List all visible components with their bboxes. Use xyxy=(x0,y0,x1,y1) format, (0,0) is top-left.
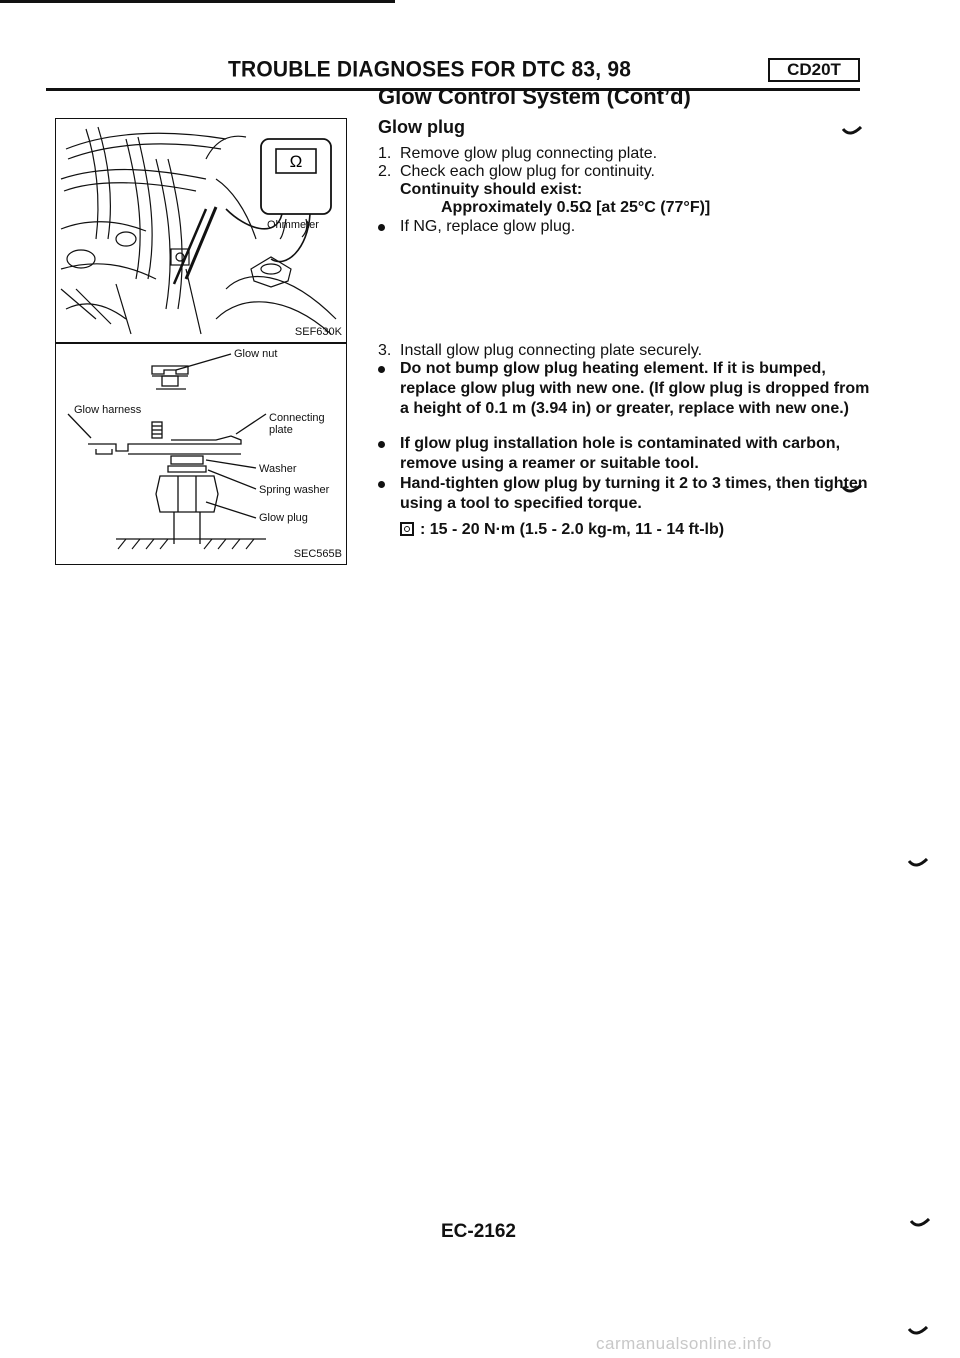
label-glow-nut: Glow nut xyxy=(234,348,278,360)
bullet-dot xyxy=(378,224,385,231)
torque-wrench-icon xyxy=(400,522,414,536)
watermark-text: carmanualsonline.info xyxy=(596,1334,772,1353)
step-text: Check each glow plug for continuity. xyxy=(400,163,655,180)
bullet-contaminated-hole: If glow plug installation hole is contaminated with carbon, remove using a reamer or suitable tool. xyxy=(378,434,872,474)
step-text: Install glow plug connecting plate securely. xyxy=(400,342,703,359)
step-3 xyxy=(378,341,702,361)
subsection-title: Glow plug xyxy=(378,117,465,137)
page-header-title: TROUBLE DIAGNOSES FOR DTC 83, 98 xyxy=(228,57,632,82)
bullet-do-not-bump: Do not bump glow plug heating element. If it is bumped, replace glow plug with new one. (If glow plug is dropped from a height of 0.1 m (3.94 in) or greater, replace with new one.) xyxy=(378,359,872,419)
revision-check-icon xyxy=(842,484,862,496)
page-number: EC-2162 xyxy=(441,1221,516,1242)
step-number: 2. xyxy=(378,163,392,180)
step-2 xyxy=(378,162,655,182)
figure-code: SEC565B xyxy=(293,548,342,560)
label-glow-harness: Glow harness xyxy=(74,404,142,416)
figure-glow-plug-assembly xyxy=(55,343,347,565)
glow-plug-assembly-illustration xyxy=(56,344,345,563)
step-1 xyxy=(378,144,657,164)
revision-check-icon xyxy=(908,1326,928,1338)
step-number: 3. xyxy=(378,342,392,359)
figure-code: SEF630K xyxy=(294,326,342,338)
revision-check-icon xyxy=(842,126,862,138)
ohm-symbol: Ω xyxy=(289,152,303,171)
bullet-dot xyxy=(378,366,385,373)
revision-check-icon xyxy=(908,858,928,870)
resistance-spec: Approximately 0.5Ω [at 25°C (77°F)] xyxy=(441,199,711,216)
figure-ohmmeter-check xyxy=(55,118,347,343)
engine-code-badge: CD20T xyxy=(768,58,860,82)
continuity-statement: Continuity should exist: xyxy=(400,181,583,198)
step-number: 1. xyxy=(378,145,392,162)
revision-check-icon xyxy=(910,1218,930,1230)
scan-edge-line xyxy=(0,0,395,3)
label-ohmmeter: Ohmmeter xyxy=(267,219,319,231)
bullet-hand-tighten: Hand-tighten glow plug by turning it 2 to 3 times, then tighten using a tool to specified torque. xyxy=(378,474,872,514)
section-title: Glow Control System (Cont’d) xyxy=(378,84,691,109)
label-connecting: Connecting xyxy=(269,412,325,424)
step-text: Remove glow plug connecting plate. xyxy=(400,145,658,162)
label-glow-plug: Glow plug xyxy=(259,512,308,524)
bullet-ng: If NG, replace glow plug. xyxy=(378,217,868,237)
label-plate: plate xyxy=(269,424,293,436)
torque-spec: : 15 - 20 N·m (1.5 - 2.0 kg-m, 11 - 14 ft-lb) xyxy=(400,521,724,539)
bullet-dot xyxy=(378,441,385,448)
label-spring-washer: Spring washer xyxy=(259,484,330,496)
label-washer: Washer xyxy=(259,463,297,475)
bullet-dot xyxy=(378,481,385,488)
